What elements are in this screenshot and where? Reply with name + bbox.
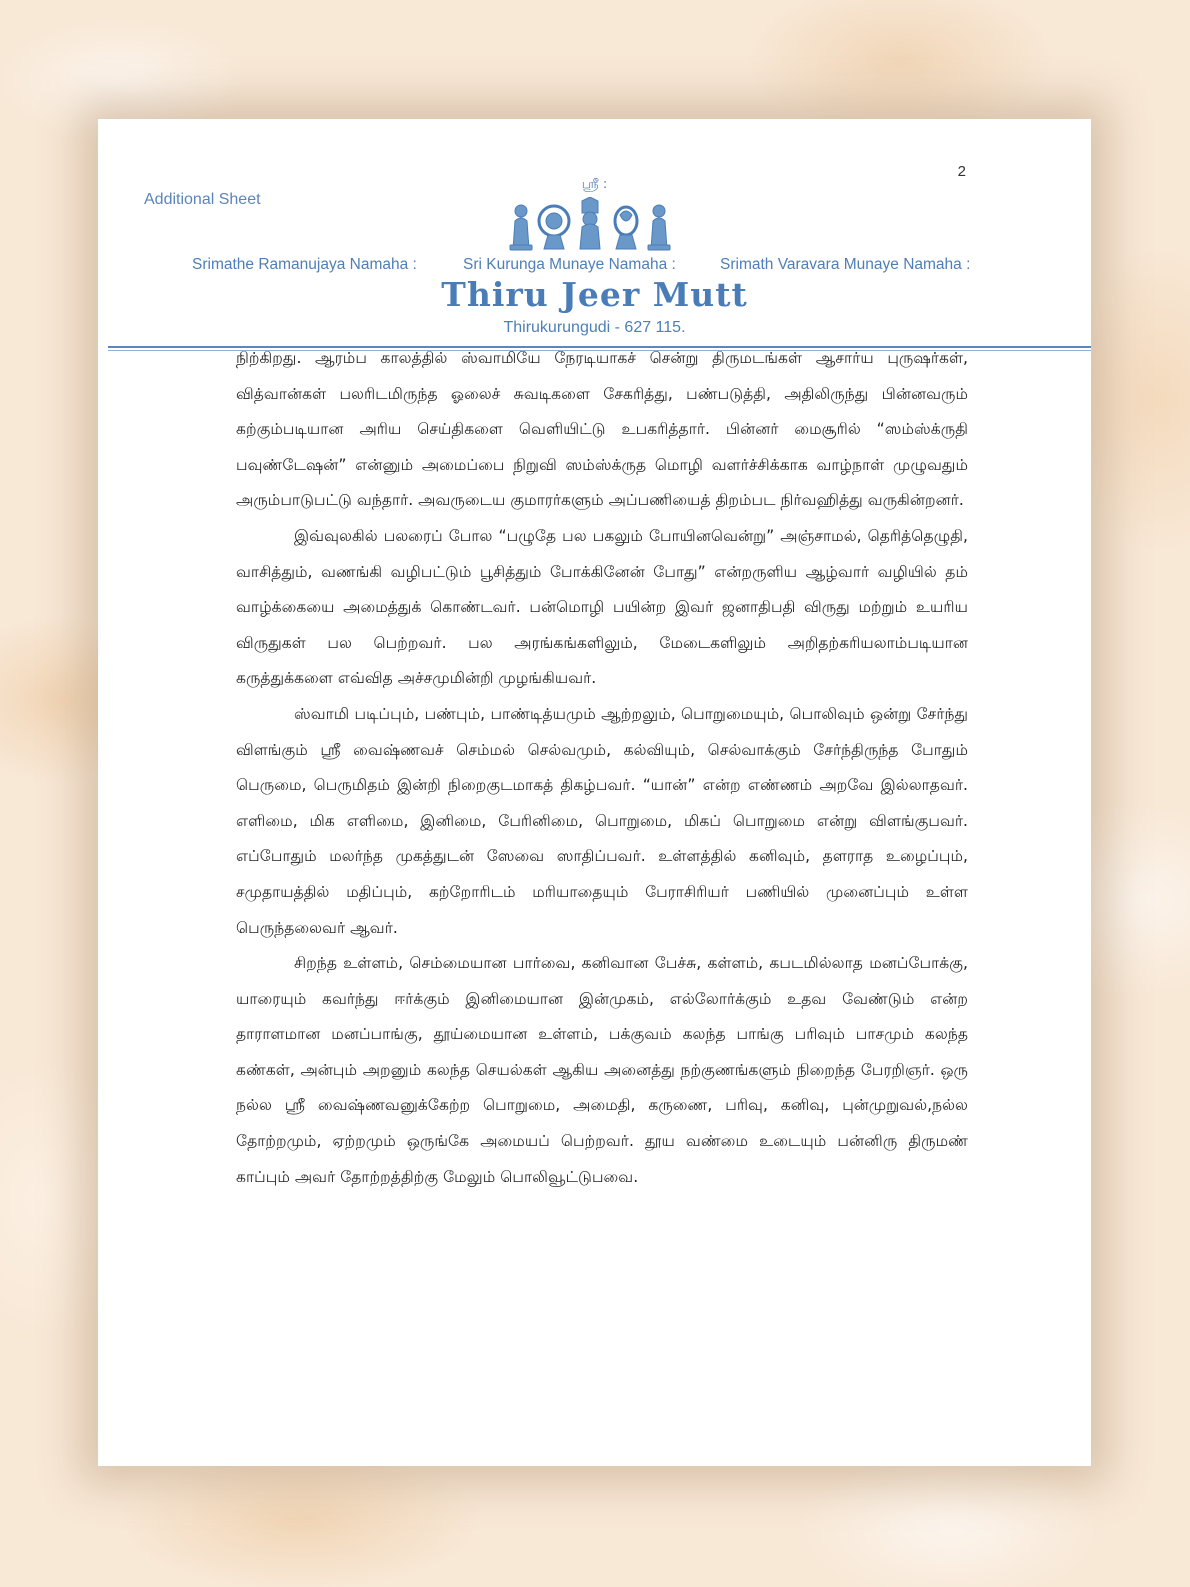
letterhead-address: Thirukurungudi - 627 115. bbox=[503, 319, 686, 336]
paragraph-3: ஸ்வாமி படிப்பும், பண்பும், பாண்டித்யமும் ஆற்றலும், பொறுமையும், பொலிவும் ஒன்று சேர்ந்து விளங்கும் ஸ்ரீ வைஷ்ணவச் செம்மல் செல்வமும், கல்வியும், செல்வாக்கும் சேர்ந்திருந்த போதும் பெருமை, பெருமிதம் இன்றி நிறைகுடமாகத் திகழ்பவர். “யான்” என்ற எண்ணம் அறவே இல்லாதவர். எளிமை, மிக எளிமை, இனிமை, பேரினிமை, பொறுமை, மிகப் பொறுமை என்று விளங்குபவர். எப்போதும் மலர்ந்த முகத்துடன் ஸேவை ஸாதிப்பவர். உள்ளத்தில் கனிவும், தளராத உழைப்பும், சமுதாயத்தில் மதிப்பும், கற்றோரிடம் மரியாதையும் பேராசிரியர் பணியில் முனைப்பும் உள்ள பெருந்தலைவர் ஆவர். bbox=[236, 704, 968, 937]
namaha-kurunga-munaye: Sri Kurunga Munaye Namaha : bbox=[463, 256, 676, 273]
namaha-ramanujaya: Srimathe Ramanujaya Namaha : bbox=[192, 256, 417, 273]
chakra-icon bbox=[539, 206, 569, 249]
letterhead-title: Thiru Jeer Mutt bbox=[441, 275, 748, 314]
namaha-varavara-munaye: Srimath Varavara Munaye Namaha : bbox=[720, 256, 971, 273]
body-text bbox=[236, 341, 968, 1195]
conch-icon bbox=[615, 207, 637, 249]
deity-figure-icon bbox=[510, 205, 532, 250]
deity-figure-icon bbox=[648, 205, 670, 250]
paragraph-4: சிறந்த உள்ளம், செம்மையான பார்வை, கனிவான பேச்சு, கள்ளம், கபடமில்லாத மனப்போக்கு, யாரையும் கவர்ந்து ஈர்க்கும் இனிமையான இன்முகம், எல்லோர்க்கும் உதவ வேண்டும் என்ற தாராளமான மனப்பாங்கு, தூய்மையான உள்ளம், பக்குவம் கலந்த பாங்கு பரிவும் பாசமும் கலந்த கண்கள், அன்பும் அறனும் கலந்த செயல்கள் ஆகிய அனைத்து நற்குணங்களும் நிறைந்த பேரறிஞர். ஒரு நல்ல ஸ்ரீ வைஷ்ணவனுக்கேற்ற பொறுமை, அமைதி, கருணை, பரிவு, கனிவு, புன்முறுவல்,நல்ல தோற்றமும், ஏற்றமும் ஒருங்கே அமையப் பெற்றவர். தூய வண்மை உடையும் பன்னிரு திருமண் காப்பும் அவர் தோற்றத்திற்கு மேலும் பொலிவூட்டுபவை. bbox=[236, 954, 968, 1186]
page-number: 2 bbox=[957, 163, 966, 180]
paragraph-2: இவ்வுலகில் பலரைப் போல “பழுதே பல பகலும் போயினவென்று” அஞ்சாமல், தெரித்தெழுதி, வாசித்தும், வணங்கி வழிபட்டும் பூசித்தும் போக்கினேன் போது” என்றருளிய ஆழ்வார் வழியில் தம் வாழ்க்கையை அமைத்துக் கொண்டவர். பன்மொழி பயின்ற இவர் ஜனாதிபதி விருது மற்றும் உயரிய விருதுகள் பல பெற்றவர். பல அரங்கங்களிலும், மேடைகளிலும் அறிதற்கரியலாம்படியான கருத்துக்களை எவ்வித அச்சமுமின்றி முழங்கியவர். bbox=[236, 526, 968, 688]
central-deity-icon bbox=[580, 197, 600, 249]
document-page bbox=[98, 119, 1091, 1466]
sri-mark: ஸ்ரீ : bbox=[581, 177, 608, 192]
five-deities-emblem-icon bbox=[504, 197, 676, 251]
additional-sheet-label: Additional Sheet bbox=[144, 191, 261, 208]
paragraph-1: நிற்கிறது. ஆரம்ப காலத்தில் ஸ்வாமியே நேரடியாகச் சென்று திருமடங்கள் ஆசார்ய புருஷர்கள், வித்வான்கள் பலரிடமிருந்த ஓலைச் சுவடிகளை சேகரித்து, பண்படுத்தி, அதிலிருந்து பின்னவரும் கற்கும்படியான அரிய செய்திகளை வெளியிட்டு உபகரித்தார். பின்னர் மைசூரில் “ஸம்ஸ்க்ருதி பவுண்டேஷன்” என்னும் அமைப்பை நிறுவி ஸம்ஸ்க்ருத மொழி வளர்ச்சிக்காக வாழ்நாள் முழுவதும் அரும்பாடுபட்டு வந்தார். அவருடைய குமாரர்களும் அப்பணியைத் திறம்பட நிர்வஹித்து வருகின்றனர். bbox=[236, 349, 968, 510]
